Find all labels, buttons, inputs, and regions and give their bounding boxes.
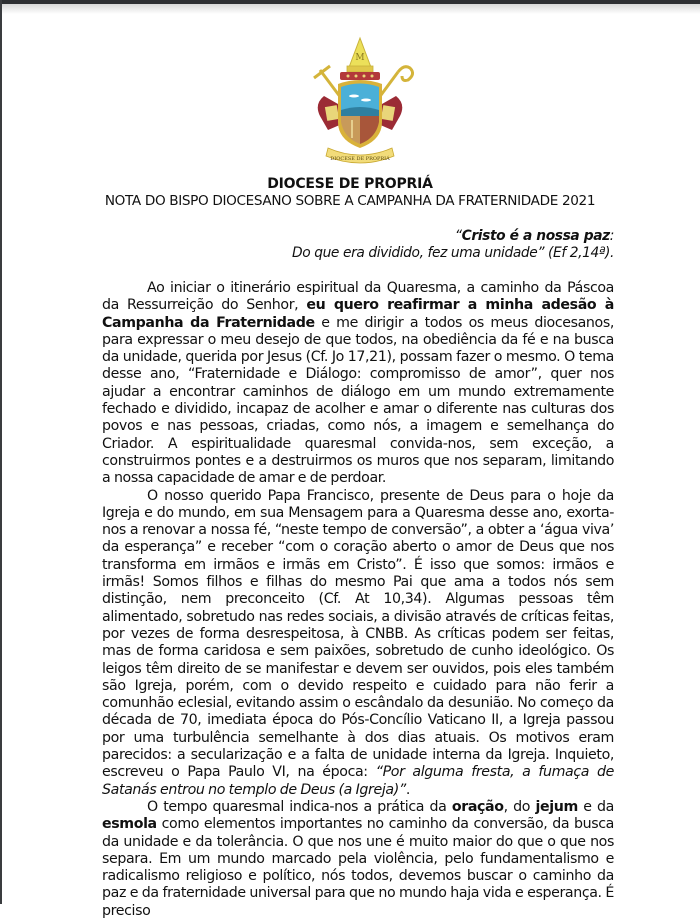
viewer-top-shadow [0, 4, 700, 14]
epigraph-line-1 [292, 228, 614, 245]
epigraph-bold: Cristo é a nossa paz [461, 228, 610, 244]
open-quote: “ [454, 228, 462, 244]
viewer-left-edge [0, 0, 2, 904]
epigraph-colon: : [609, 228, 614, 244]
epigraph-line-2: Do que era dividido, fez uma unidade” (Ef 2,14ª). [291, 245, 614, 261]
document-header [0, 176, 700, 210]
epigraph-quote [292, 228, 614, 262]
document-title: NOTA DO BISPO DIOCESANO SOBRE A CAMPANHA DA FRATERNIDADE 2021 [104, 193, 596, 209]
paragraph-1: Ao iniciar o itinerário espiritual da Quaresma, a caminho da Páscoa da Ressurreição do Senhor, eu quero reafirmar a minha adesão à Campanha da Fraternidade e me dirigir a todos os meus diocesanos, para expressar o meu desejo de que todos, na obediência da fé e na busca da unidade, querida por Jesus (Cf. Jo 17,21), possam fazer o mesmo. O tema desse ano, “Fraternidade e Diálogo: compromisso de amor”, quer nos ajudar a encontrar caminhos de diálogo em um mundo extremamente fechado e dividido, incapaz de acolher e amar o diferente nas culturas dos povos e nas pessoas, criadas, como nós, a imagem e semelhança do Criador. A espiritualidade quaresmal convida-nos, sem exceção, a construirmos pontes e a destruirmos os muros que nos separam, limitando a nossa capacidade de amar e de perdoar. [102, 280, 614, 487]
paragraph-2: O nosso querido Papa Francisco, presente de Deus para o hoje da Igreja e do mundo, em sua Mensagem para a Quaresma desse ano, exorta-nos a renovar a nossa fé, “neste tempo de conversão”, a obter a ‘água viva’ da esperança” e receber “com o coração aberto o amor de Deus que nos transforma em irmãos e irmãs em Cristo”. É isso que somos: irmãos e irmãs! Somos filhos e filhas do mesmo Pai que ama a todos nós sem distinção, nem preconceito (Cf. At 10,34). Algumas pessoas têm alimentado, sobretudo nas redes sociais, a divisão através de críticas feitas, por vezes de forma desrespeitosa, à CNBB. As críticas podem ser feitas, mas de forma caridosa e sem paixões, sobretudo de cunho ideológico. Os leigos têm direito de se manifestar e devem ser ouvidos, pois eles também são Igreja, porém, com o devido respeito e cuidado para não ferir a comunhão eclesial, evitando assim o escândalo da desunião. No começo da década de 70, imediata época do Pós-Concílio Vaticano II, a Igreja passou por uma turbulência semelhante à dos dias atuais. Os motivos eram parecidos: a secularização e a falta de unidade interna da Igreja. Inquieto, escreveu o Papa Paulo VI, na época: “Por alguma fresta, a fumaça de Satanás entrou no templo de Deus (a Igreja)”. [102, 487, 614, 798]
organization-name: DIOCESE DE PROPRIÁ [267, 176, 433, 192]
document-body [102, 280, 614, 920]
svg-text:DIOCESE DE PROPRIÁ: DIOCESE DE PROPRIÁ [330, 156, 390, 162]
diocese-coat-of-arms-icon [300, 30, 420, 170]
paragraph-3: O tempo quaresmal indica-nos a prática da oração, do jejum e da esmola como elementos importantes no caminho da conversão, da busca da unidade e da tolerância. O que nos une é muito maior do que o que nos separa. Em um mundo marcado pela violência, pelo fundamentalismo e radicalismo religioso e político, nós todos, devemos buscar o caminho da paz e da fraternidade universal para que no mundo haja vida e esperança. É preciso [102, 798, 614, 919]
svg-text:M: M [355, 53, 365, 63]
